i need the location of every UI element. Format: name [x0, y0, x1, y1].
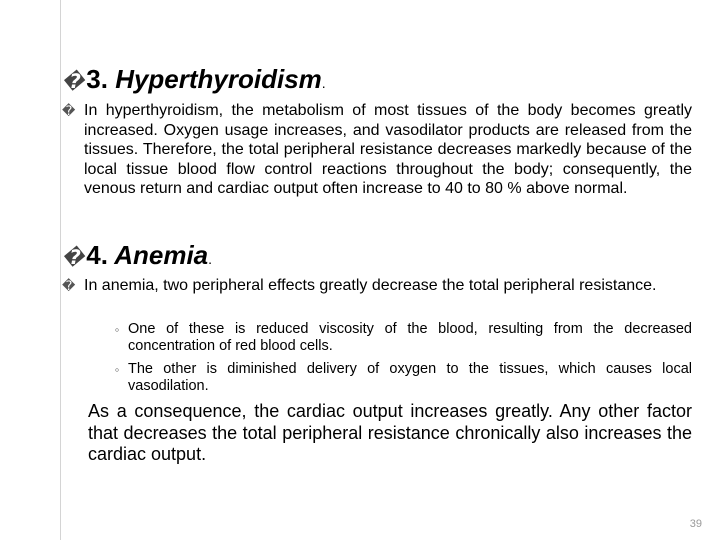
section-3-number: 3. — [86, 64, 108, 94]
sub-item-1 — [106, 321, 692, 355]
heading-bullet-icon: � — [62, 247, 85, 269]
conclusion-paragraph: As a consequence, the cardiac output increases greatly. Any other factor that decreases the total peripheral resistance chronically also increases the cardiac output. — [88, 401, 692, 464]
sub-item-text: One of these is reduced viscosity of the blood, resulting from the decreased concentration of red blood cells. — [128, 321, 692, 354]
section-4-title-suffix: . — [208, 251, 213, 267]
section-3-paragraph: In hyperthyroidism, the metabolism of most tissues of the body becomes greatly increased. Oxygen usage increases, and vasodilator products are released from the tissues. Therefore, the total peripheral resistance decreases markedly because of the local tissue blood flow control reactions throughout the body; consequently, the venous return and cardiac output often increase to 40 to 80 % above normal. — [84, 102, 692, 198]
section-4-heading — [62, 240, 692, 274]
heading-bullet-icon: � — [62, 71, 85, 93]
section-3-title-suffix: . — [321, 75, 326, 91]
sub-bullet-icon: ◦ — [114, 322, 120, 337]
sub-item-2 — [106, 361, 692, 395]
section-3-body — [62, 101, 692, 199]
page-number: 39 — [689, 518, 702, 530]
section-4-number: 4. — [86, 240, 108, 270]
slide-border-line — [60, 0, 61, 540]
sub-item-text: The other is diminished delivery of oxygen to the tissues, which causes local vasodilation. — [128, 361, 692, 394]
paragraph-bullet-icon: � — [62, 103, 76, 118]
paragraph-bullet-icon: � — [62, 278, 76, 293]
section-3-heading — [62, 64, 692, 98]
section-4-paragraph: In anemia, two peripheral effects greatly decrease the total peripheral resistance. — [84, 277, 657, 294]
sub-bullet-icon: ◦ — [114, 362, 120, 377]
section-4-title: Anemia — [114, 240, 209, 270]
section-3-title: Hyperthyroidism — [115, 64, 322, 94]
section-4-body — [62, 276, 692, 296]
